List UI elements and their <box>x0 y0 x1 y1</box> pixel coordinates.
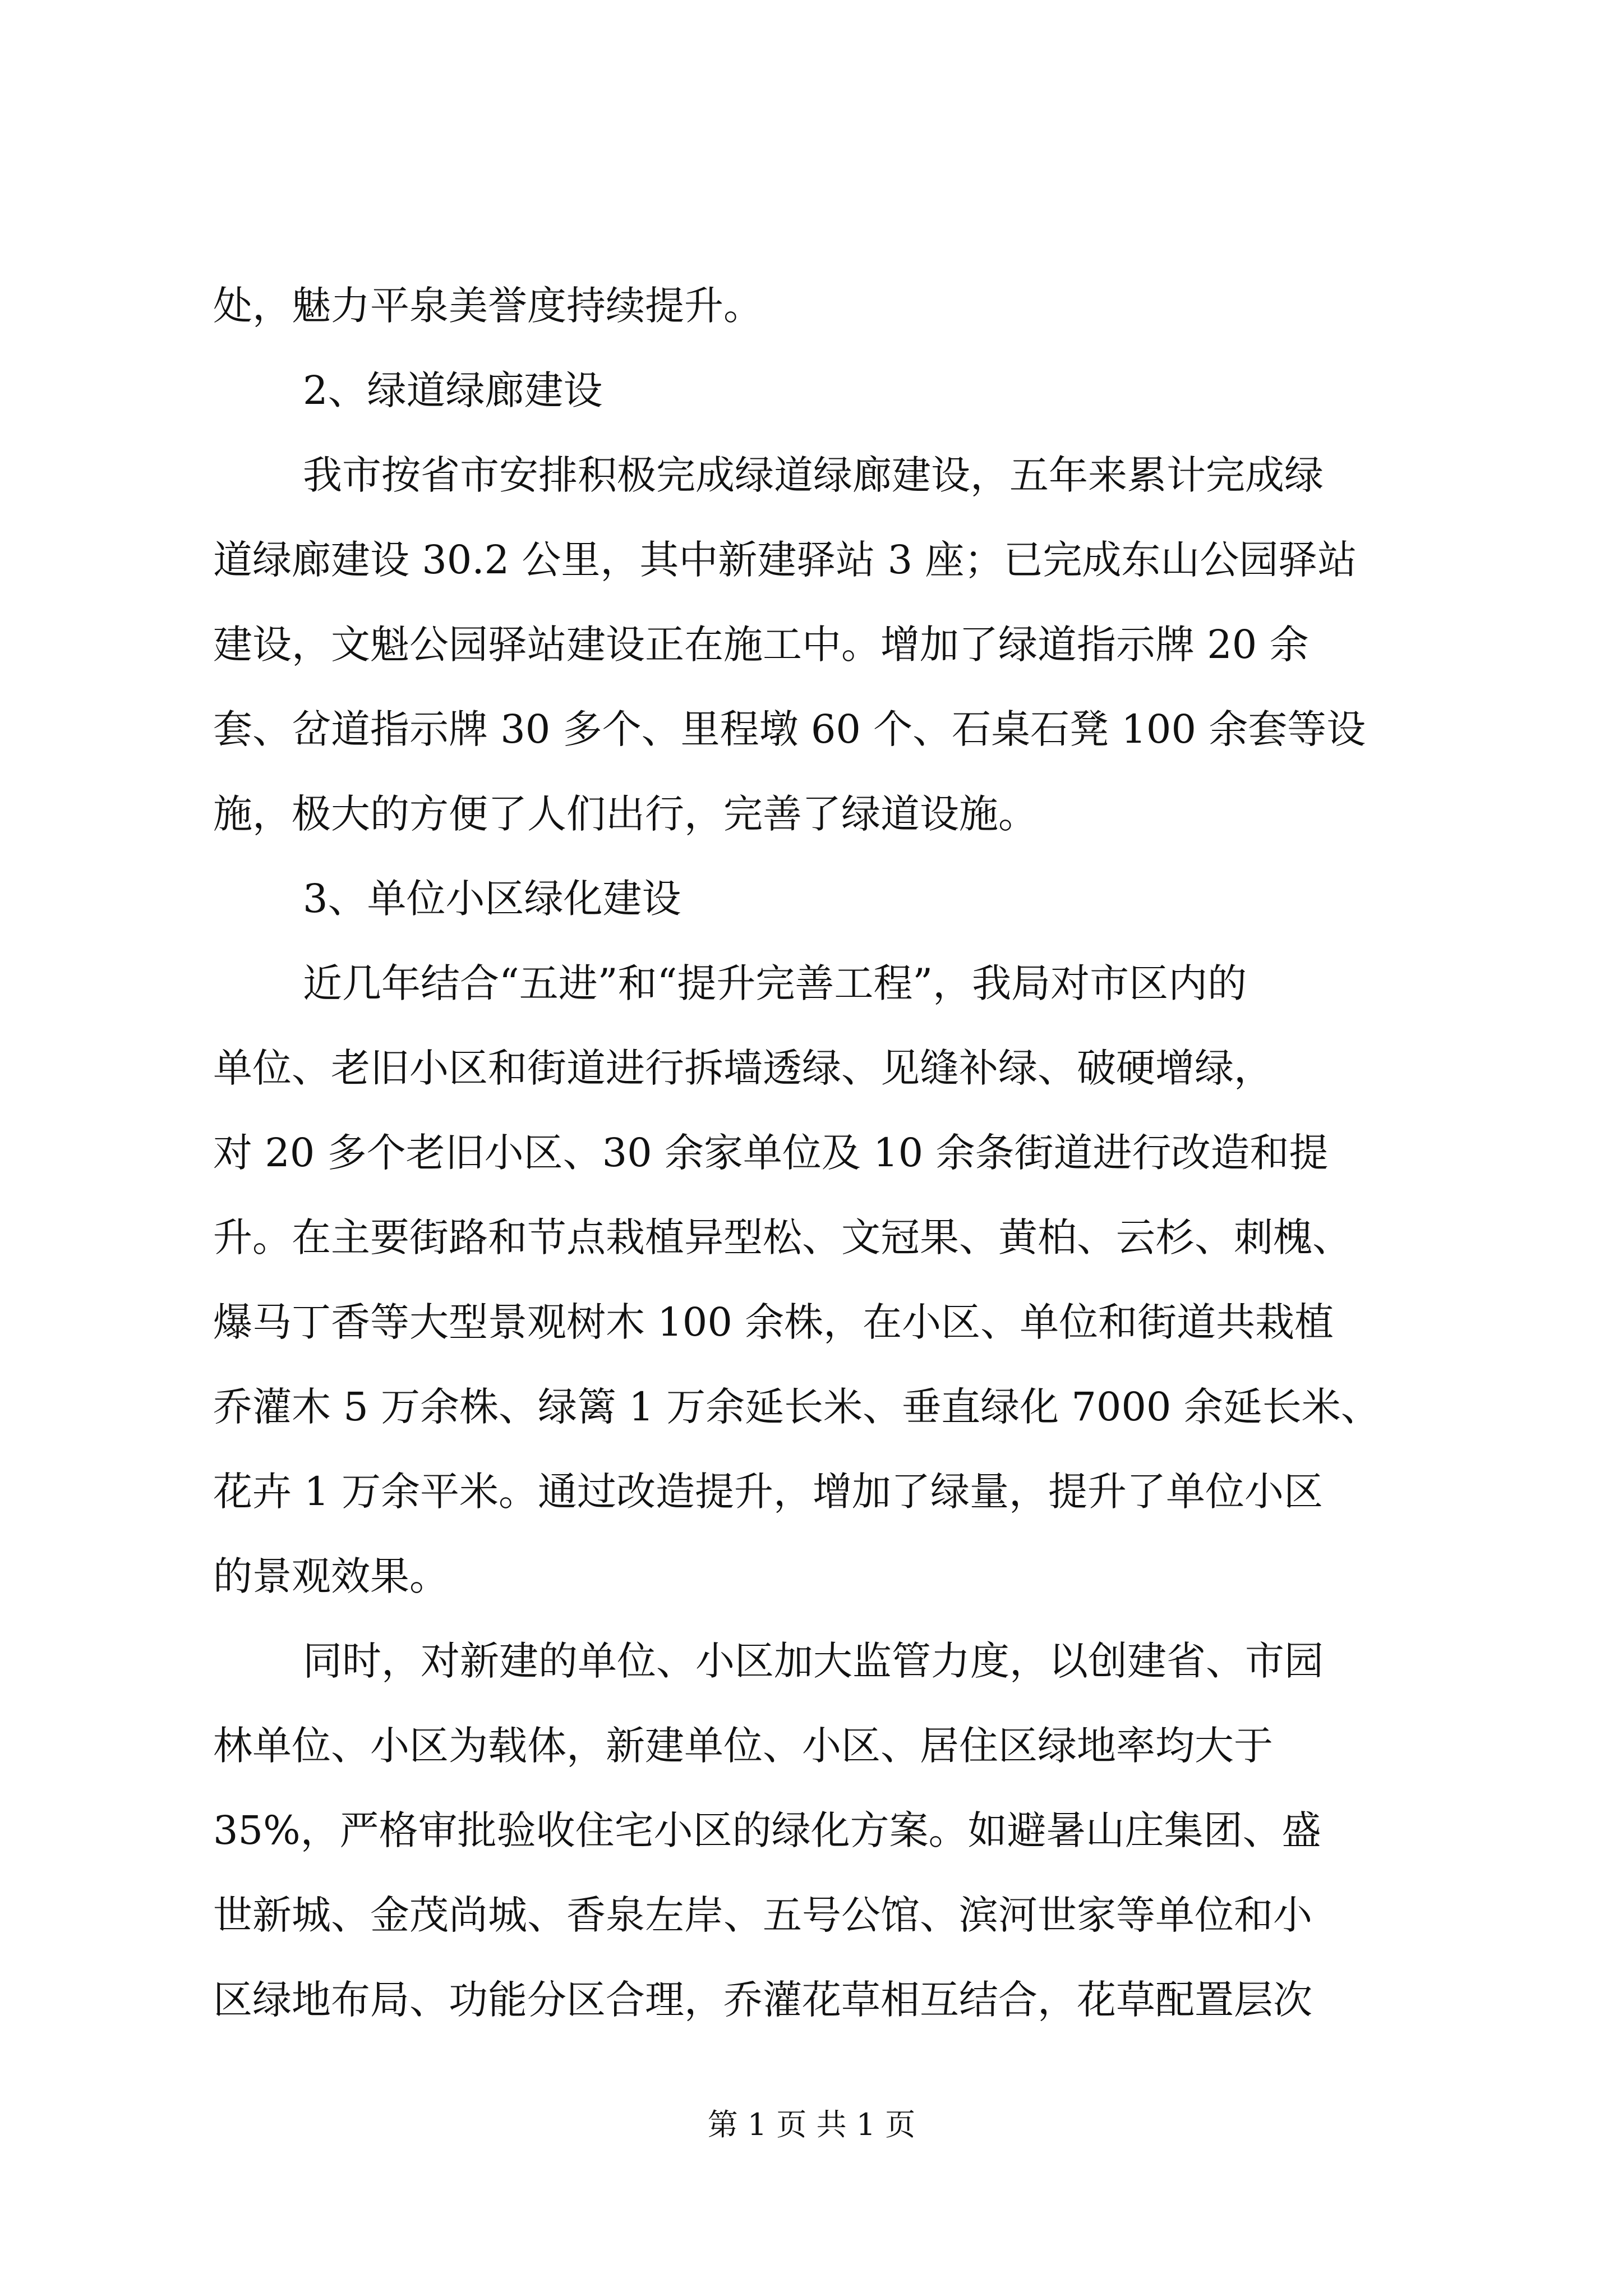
text-line: 对 20 多个老旧小区、30 余家单位及 10 余条街道进行改造和提 <box>213 1130 1329 1176</box>
text-line: 道绿廊建设 30.2 公里，其中新建驿站 3 座；已完成东山公园驿站 <box>213 537 1357 583</box>
section-heading: 3、单位小区绿化建设 <box>303 876 681 922</box>
text-line: 近几年结合“五进”和“提升完善工程”，我局对市区内的 <box>303 960 1247 1006</box>
text-line: 林单位、小区为载体，新建单位、小区、居住区绿地率均大于 <box>213 1723 1273 1769</box>
text-line: 建设，文魁公园驿站建设正在施工中。增加了绿道指示牌 20 余 <box>213 622 1309 668</box>
body-text <box>213 264 1424 2042</box>
text-line: 花卉 1 万余平米。通过改造提升，增加了绿量，提升了单位小区 <box>213 1469 1324 1515</box>
page-footer <box>0 2101 1623 2144</box>
page-number-label: 第 1 页 共 1 页 <box>707 2107 916 2142</box>
text-line: 施，极大的方便了人们出行，完善了绿道设施。 <box>213 791 1038 837</box>
text-line: 的景观效果。 <box>213 1553 449 1599</box>
text-line: 单位、老旧小区和街道进行拆墙透绿、见缝补绿、破硬增绿， <box>213 1045 1273 1091</box>
text-line: 处，魅力平泉美誉度持续提升。 <box>213 283 763 329</box>
text-line: 区绿地布局、功能分区合理，乔灌花草相互结合，花草配置层次 <box>213 1977 1312 2023</box>
text-line: 升。在主要街路和节点栽植异型松、文冠果、黄柏、云杉、刺槐、 <box>213 1214 1352 1260</box>
text-line: 同时，对新建的单位、小区加大监管力度，以创建省、市园 <box>303 1638 1324 1684</box>
text-line: 乔灌木 5 万余株、绿篱 1 万余延长米、垂直绿化 7000 余延长米、 <box>213 1384 1380 1430</box>
text-line: 爆马丁香等大型景观树木 100 余株，在小区、单位和街道共栽植 <box>213 1299 1334 1345</box>
text-line: 35%，严格审批验收住宅小区的绿化方案。如避暑山庄集团、盛 <box>213 1807 1321 1853</box>
section-heading: 2、绿道绿廊建设 <box>303 367 603 413</box>
text-line: 我市按省市安排积极完成绿道绿廊建设，五年来累计完成绿 <box>303 452 1324 498</box>
text-line: 套、岔道指示牌 30 多个、里程墩 60 个、石桌石凳 100 余套等设 <box>213 706 1366 752</box>
text-line: 世新城、金茂尚城、香泉左岸、五号公馆、滨河世家等单位和小 <box>213 1892 1312 1938</box>
